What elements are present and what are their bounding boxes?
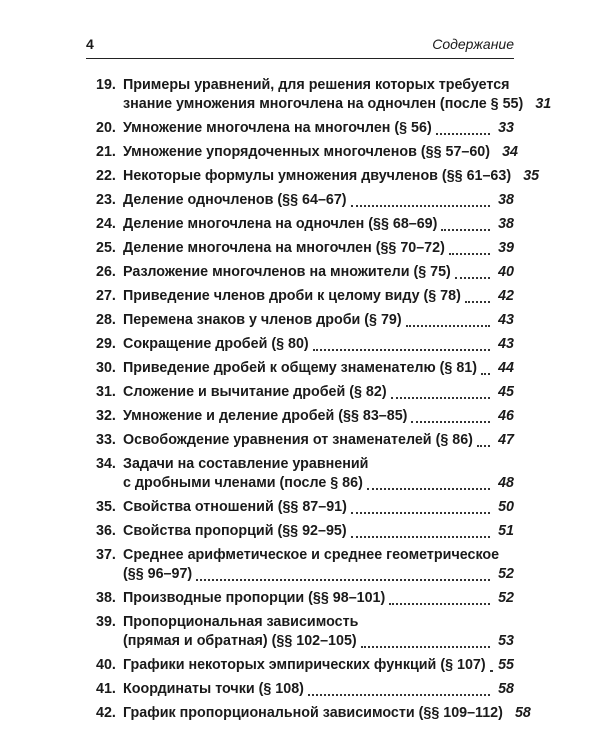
- entry-title: Свойства отношений (§§ 87–91): [123, 499, 347, 515]
- entry-number: 27.: [96, 288, 116, 304]
- entry-title: (прямая и обратная) (§§ 102–105): [123, 633, 357, 649]
- entry-number: 28.: [96, 312, 116, 328]
- entry-line: [123, 335, 514, 354]
- entry-number: 19.: [96, 77, 116, 93]
- entry-title: Координаты точки (§ 108): [123, 681, 304, 697]
- header-rule: [86, 58, 514, 59]
- dot-leader: [449, 243, 490, 255]
- entry-page: 31: [535, 96, 552, 112]
- entry-line: [123, 474, 514, 493]
- toc-entry: [96, 191, 514, 210]
- entry-page: 38: [498, 192, 514, 208]
- entry-page: 52: [498, 566, 514, 582]
- entry-number: 41.: [96, 681, 116, 697]
- dot-leader: [351, 526, 490, 538]
- dot-leader: [436, 123, 490, 135]
- entry-page: 44: [498, 360, 514, 376]
- entry-page: 50: [498, 499, 514, 515]
- entry-title: Производные пропорции (§§ 98–101): [123, 590, 386, 606]
- entry-title-line: Примеры уравнений, для решения которых требуется: [123, 77, 510, 93]
- dot-leader: [308, 684, 490, 696]
- dot-leader: [389, 593, 490, 605]
- entry-line: [123, 565, 514, 584]
- dot-leader: [441, 219, 490, 231]
- entry-number: 37.: [96, 547, 116, 563]
- entry-page: 38: [498, 216, 514, 232]
- toc-entry: [96, 76, 552, 114]
- entry-line: [123, 287, 514, 306]
- toc-entry: [96, 167, 540, 186]
- entry-title: Умножение упорядоченных многочленов (§§ 57–60): [123, 144, 491, 160]
- entry-line: [123, 383, 514, 402]
- entry-page: 43: [498, 336, 514, 352]
- toc-entry: [96, 287, 514, 306]
- entry-line: [123, 167, 540, 186]
- table-of-contents: [96, 76, 552, 728]
- entry-page: 48: [498, 475, 514, 491]
- entry-page: 58: [498, 681, 514, 697]
- entry-title: знание умножения многочлена на одночлен (после § 55): [123, 96, 524, 112]
- dot-leader: [465, 291, 490, 303]
- toc-entry: [96, 546, 514, 584]
- entry-number: 34.: [96, 456, 116, 472]
- dot-leader: [351, 195, 490, 207]
- dot-leader: [411, 411, 490, 423]
- entry-page: 55: [498, 657, 514, 673]
- entry-title: График пропорциональной зависимости (§§ 109–112): [123, 705, 503, 721]
- entry-title-line: Пропорциональная зависимость: [123, 614, 359, 630]
- entry-number: 23.: [96, 192, 116, 208]
- toc-entry: [96, 704, 531, 723]
- entry-line: [123, 311, 514, 330]
- toc-entry: [96, 498, 514, 517]
- entry-title: Графики некоторых эмпирических функций (§ 107): [123, 657, 486, 673]
- entry-page: 51: [498, 523, 514, 539]
- entry-number: 39.: [96, 614, 116, 630]
- toc-entry: [96, 263, 514, 282]
- entry-line: [123, 215, 514, 234]
- dot-leader: [481, 363, 490, 375]
- entry-line: [123, 498, 514, 517]
- dot-leader: [367, 478, 490, 490]
- dot-leader: [361, 636, 490, 648]
- entry-line: [123, 143, 519, 162]
- entry-title: Освобождение уравнения от знаменателей (§ 86): [123, 432, 473, 448]
- entry-page: 40: [498, 264, 514, 280]
- entry-title: Сложение и вычитание дробей (§ 82): [123, 384, 387, 400]
- toc-entry: [96, 407, 514, 426]
- entry-title: Приведение дробей к общему знаменателю (§ 81): [123, 360, 478, 376]
- running-head: Содержание: [432, 36, 514, 52]
- entry-number: 22.: [96, 168, 116, 184]
- entry-line: [123, 263, 514, 282]
- page-header: [86, 34, 514, 56]
- entry-number: 25.: [96, 240, 116, 256]
- entry-number: 42.: [96, 705, 116, 721]
- entry-line: [123, 119, 514, 138]
- entry-number: 33.: [96, 432, 116, 448]
- entry-title: Разложение многочленов на множители (§ 75): [123, 264, 451, 280]
- entry-line: [123, 704, 531, 723]
- entry-line: [123, 589, 514, 608]
- entry-line: [123, 431, 514, 450]
- entry-number: 36.: [96, 523, 116, 539]
- dot-leader: [351, 502, 490, 514]
- entry-title: Умножение и деление дробей (§§ 83–85): [123, 408, 408, 424]
- entry-title: Деление многочлена на одночлен (§§ 68–69): [123, 216, 438, 232]
- entry-line: [123, 522, 514, 541]
- toc-entry: [96, 239, 514, 258]
- entry-line: [123, 680, 514, 699]
- entry-page: 34: [502, 144, 519, 160]
- toc-entry: [96, 522, 514, 541]
- entry-page: 45: [498, 384, 514, 400]
- entry-number: 38.: [96, 590, 116, 606]
- toc-entry: [96, 311, 514, 330]
- entry-page: 53: [498, 633, 514, 649]
- entry-line: [123, 95, 552, 114]
- entry-number: 21.: [96, 144, 116, 160]
- entry-page: 39: [498, 240, 514, 256]
- entry-page: 58: [514, 705, 531, 721]
- entry-number: 30.: [96, 360, 116, 376]
- entry-title: Сокращение дробей (§ 80): [123, 336, 309, 352]
- entry-title: Умножение многочлена на многочлен (§ 56): [123, 120, 432, 136]
- entry-number: 31.: [96, 384, 116, 400]
- entry-line: [123, 239, 514, 258]
- toc-entry: [96, 589, 514, 608]
- dot-leader: [313, 339, 490, 351]
- entry-title: Приведение членов дроби к целому виду (§ 78): [123, 288, 461, 304]
- dot-leader: [196, 569, 490, 581]
- toc-entry: [96, 119, 514, 138]
- toc-entry: [96, 613, 514, 651]
- toc-entry: [96, 215, 514, 234]
- entry-page: 33: [498, 120, 514, 136]
- entry-number: 29.: [96, 336, 116, 352]
- entry-page: 52: [498, 590, 514, 606]
- entry-number: 24.: [96, 216, 116, 232]
- entry-line: [123, 191, 514, 210]
- entry-number: 20.: [96, 120, 116, 136]
- entry-number: 32.: [96, 408, 116, 424]
- page-number: 4: [86, 36, 94, 52]
- dot-leader: [455, 267, 490, 279]
- toc-entry: [96, 455, 514, 493]
- entry-number: 35.: [96, 499, 116, 515]
- entry-title-line: Задачи на составление уравнений: [123, 456, 369, 472]
- entry-title: с дробными членами (после § 86): [123, 475, 363, 491]
- dot-leader: [477, 435, 490, 447]
- entry-title: Перемена знаков у членов дроби (§ 79): [123, 312, 402, 328]
- toc-entry: [96, 431, 514, 450]
- entry-number: 26.: [96, 264, 116, 280]
- entry-page: 35: [523, 168, 540, 184]
- entry-title: Деление одночленов (§§ 64–67): [123, 192, 347, 208]
- entry-title: Свойства пропорций (§§ 92–95): [123, 523, 347, 539]
- dot-leader: [406, 315, 490, 327]
- entry-title: Некоторые формулы умножения двучленов (§§ 61–63): [123, 168, 512, 184]
- entry-page: 47: [498, 432, 514, 448]
- entry-line: [123, 359, 514, 378]
- entry-number: 40.: [96, 657, 116, 673]
- entry-title-line: Среднее арифметическое и среднее геометрическое: [123, 547, 500, 563]
- entry-line: [123, 632, 514, 651]
- toc-entry: [96, 359, 514, 378]
- entry-title: Деление многочлена на многочлен (§§ 70–72): [123, 240, 445, 256]
- entry-title: (§§ 96–97): [123, 566, 193, 582]
- entry-line: [123, 656, 514, 675]
- entry-page: 46: [498, 408, 514, 424]
- entry-line: [123, 407, 514, 426]
- toc-entry: [96, 383, 514, 402]
- entry-page: 43: [498, 312, 514, 328]
- dot-leader: [391, 387, 490, 399]
- entry-page: 42: [498, 288, 514, 304]
- toc-entry: [96, 335, 514, 354]
- toc-entry: [96, 143, 519, 162]
- toc-entry: [96, 680, 514, 699]
- toc-entry: [96, 656, 514, 675]
